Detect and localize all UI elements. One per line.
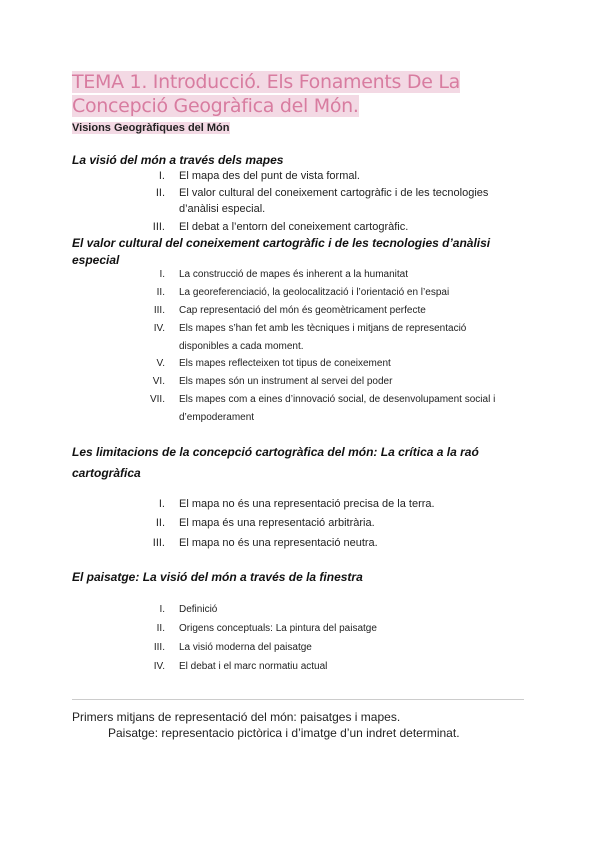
subtitle: Visions Geogràfiques del Món (72, 122, 230, 134)
section-heading: La visió del món a través dels mapes (72, 153, 284, 167)
section-heading: El valor cultural del coneixement cartogràfic i de les tecnologies d’anàlisi especial (72, 236, 491, 267)
note-line: Paisatge: representacio pictòrica i d’imatge d’un indret determinat. (108, 726, 460, 740)
horizontal-divider (72, 699, 524, 700)
note-line: Primers mitjans de representació del món: paisatges i mapes. (72, 710, 401, 724)
title-text: TEMA 1. Introducció. Els Fonaments De La Concepció Geogràfica del Món. (72, 71, 460, 117)
section-heading: El paisatge: La visió del món a través de la finestra (72, 570, 363, 584)
page-title (72, 70, 512, 118)
section-heading: Les limitacions de la concepció cartogràfica del món: La crítica a la raó cartogràfica (72, 445, 479, 480)
document-page: TEMA 1. Introducció. Els Fonaments De La Concepció Geogràfica del Món. Visions Geogràfiques del Món La visió del món a través dels mapes I. El mapa des del punt de vista formal. II. El valor cultural del coneixement cartogràfic i de les tecnologies d’anàlisi especial. III. El debat a l’entorn del coneixement cartogràfic. El valor cultural del coneixement cartogràfic i de les tecnologies d’anàlisi especial I. La construcció de mapes és inherent a la humanitat II. La georeferenciació, la geolocalització i l’orientació en l’espai III. Cap representació del món és geomètricament perfecte IV. Els mapes s’han fet amb les tècniques i mitjans de representació disponibles a cada moment. V. Els mapes reflecteixen tot tipus de coneixement VI. Els mapes són un instrument al servei del poder VII. Els mapes com a eines d’innovació social, de desenvolupament social i d’empoderament Les limitacions de la concepció cartogràfica del món: La crítica a la raó cartogràfica I. El mapa no és una representació precisa de la terra. II. El mapa és una representació arbitrària. III. El mapa no és una representació neutra. El paisatge: La visió del món a través de la finestra I. Definició II. Origens conceptuals: La pintura del paisatge III. La visió moderna del paisatge IV. El debat i el marc normatiu actual Primers mitjans de representació del món: paisatges i mapes. Paisatge: representacio pictòrica i d’imatge d’un indret determinat. (0, 0, 600, 848)
